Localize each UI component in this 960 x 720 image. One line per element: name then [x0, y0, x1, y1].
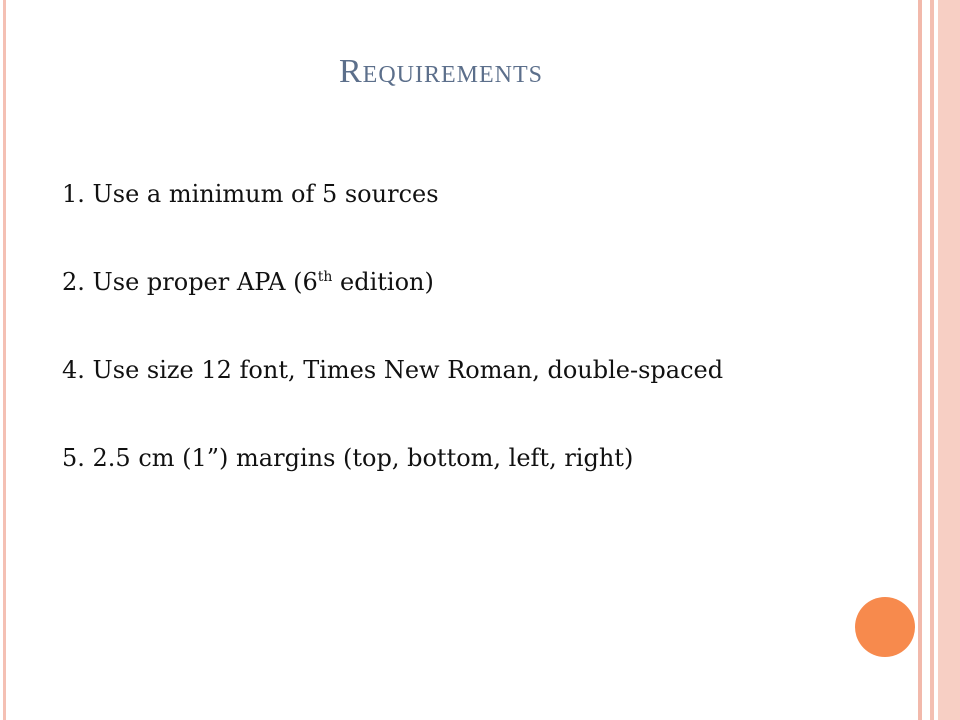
- band: [938, 0, 960, 720]
- list-item-text: 2. Use proper APA (6: [62, 268, 318, 296]
- list-item-2: [62, 266, 802, 298]
- accent-circle: [855, 597, 915, 657]
- list-item-text: 5. 2.5 cm (1”) margins (top, bottom, left, right): [62, 444, 634, 472]
- right-decorative-bands: [918, 0, 960, 720]
- left-border: [3, 0, 6, 720]
- list-item-4: [62, 442, 802, 474]
- list-item-text: 1. Use a minimum of 5 sources: [62, 180, 439, 208]
- list-item-3: [62, 354, 802, 386]
- slide-title: Requirements: [338, 53, 543, 90]
- requirements-list: [62, 178, 802, 530]
- superscript: th: [317, 269, 333, 285]
- list-item-text: 4. Use size 12 font, Times New Roman, double-spaced: [62, 356, 724, 384]
- band: [922, 0, 930, 720]
- list-item-1: [62, 178, 802, 210]
- list-item-text: edition): [332, 268, 434, 296]
